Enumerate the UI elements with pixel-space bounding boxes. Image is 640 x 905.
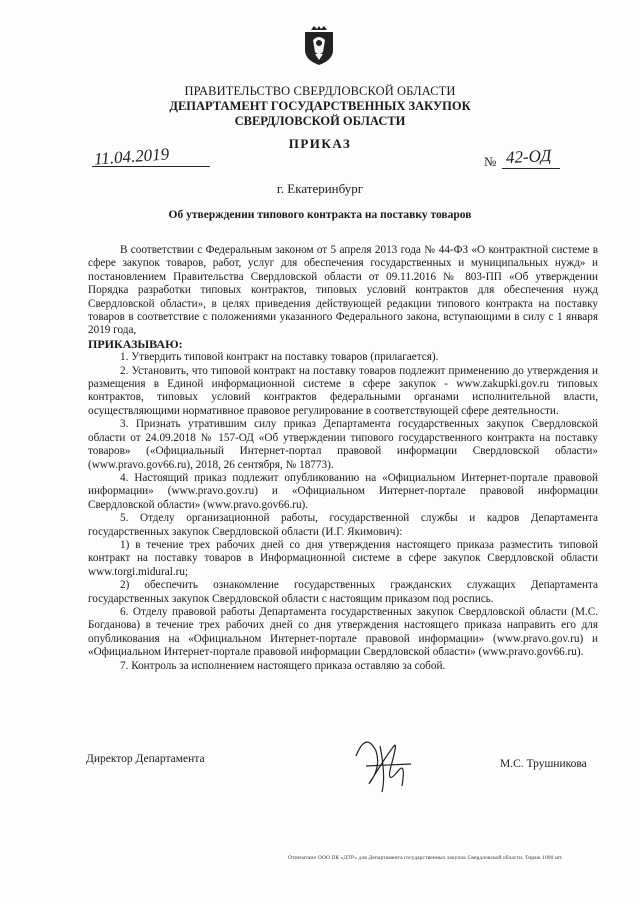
date-underline (92, 166, 210, 167)
signatory-name: М.С. Трушникова (500, 758, 587, 770)
clause-1: 1. Утвердить типовой контракт на поставку товаров (прилагается). (120, 351, 439, 364)
preamble-paragraph: В соответствии с Федеральным законом от 5 апреля 2013 года № 44-ФЗ «О контрактной системе в сфере закупок товаров, работ, услуг для обеспечения государственных и муниципальных нужд» и постановлением Правительства Свердловской области от 09.11.2016 № 803-ПП «Об утверждении Порядка разработки типовых контрактов, типовых условий контрактов для обеспечения нужд Свердловской области», в целях приведения действующей редакции типового контракта на поставку товаров в соответствие с положениями указанного Федерального закона, вступающими в силу с 1 января 2019 года, (88, 244, 598, 337)
document-body (88, 244, 598, 673)
clause-4: 4. Настоящий приказ подлежит опубликованию на «Официальном Интернет-портале правовой информации» (www.pravo.gov.ru) и «Официальном Интернет-портале правовой информации Свердловской области» (www.pravo.gov66.ru). (88, 471, 598, 511)
clause-7: 7. Контроль за исполнением настоящего приказа оставляю за собой. (120, 659, 446, 672)
city: г. Екатеринбург (276, 181, 364, 196)
signatory-title: Директор Департамента (86, 753, 205, 765)
handwritten-signature (336, 726, 426, 796)
clause-5-1: 1) в течение трех рабочих дней со дня утверждения настоящего приказа разместить типовой контракт на поставку товаров в Информационной системе в сфере закупок Свердловской области www.torgi.midural.ru; (88, 538, 598, 578)
number-sign: № (484, 154, 497, 169)
department-region: СВЕРДЛОВСКОЙ ОБЛАСТИ (234, 114, 406, 128)
print-footer: Отпечатано ООО ПК «ДТР» для Департамента государственных закупок Свердловской области. Тираж 1000 шт. (288, 855, 563, 861)
document-date: 11.04.2019 (93, 144, 170, 169)
document-subject: Об утверждении типового контракта на поставку товаров (168, 209, 472, 221)
clause-3: 3. Признать утратившим силу приказ Департамента государственных закупок Свердловской области от 24.09.2018 № 157-ОД «Об утверждении типового государственного контракта на поставку товаров» («Официальный Интернет-портал правовой информации Свердловской области» (www.pravo.gov66.ru), 2018, 26 сентября, № 18773). (88, 418, 598, 471)
clause-5-2: 2) обеспечить ознакомление государственных гражданских служащих Департамента государственных закупок Свердловской области с настоящим приказом под роспись. (88, 579, 598, 605)
clause-2: 2. Установить, что типовой контракт на поставку товаров подлежит применению до утверждения и размещения в Единой информационной системе в сфере закупок - www.zakupki.gov.ru типовых контрактов, типовых условий контрактов федеральными органами исполнительной власти, осуществляющими нормативное правовое регулирование в соответствующей сфере деятельности. (88, 364, 598, 417)
number-underline (502, 168, 560, 169)
clause-5: 5. Отделу организационной работы, государственной службы и кадров Департамента государственных закупок Свердловской области (И.Г. Якимович): (88, 512, 598, 538)
coat-of-arms-icon (303, 26, 335, 66)
document-number: 42-ОД (505, 145, 552, 168)
order-keyword: ПРИКАЗЫВАЮ: (88, 336, 183, 351)
document-type: ПРИКАЗ (288, 136, 352, 151)
government-name: ПРАВИТЕЛЬСТВО СВЕРДЛОВСКОЙ ОБЛАСТИ (184, 84, 456, 98)
clause-6: 6. Отделу правовой работы Департамента государственных закупок Свердловской области (М.С. Богданова) в течение трех рабочих дней со дня утверждения настоящего приказа направить его для опубликования на «Официальном Интернет-портале правовой информации» (www.pravo.gov.ru) и «Официальном Интернет-портале правовой информации Свердловской области» (www.pravo.gov66.ru). (88, 605, 598, 659)
department-name: ДЕПАРТАМЕНТ ГОСУДАРСТВЕННЫХ ЗАКУПОК (169, 99, 471, 113)
